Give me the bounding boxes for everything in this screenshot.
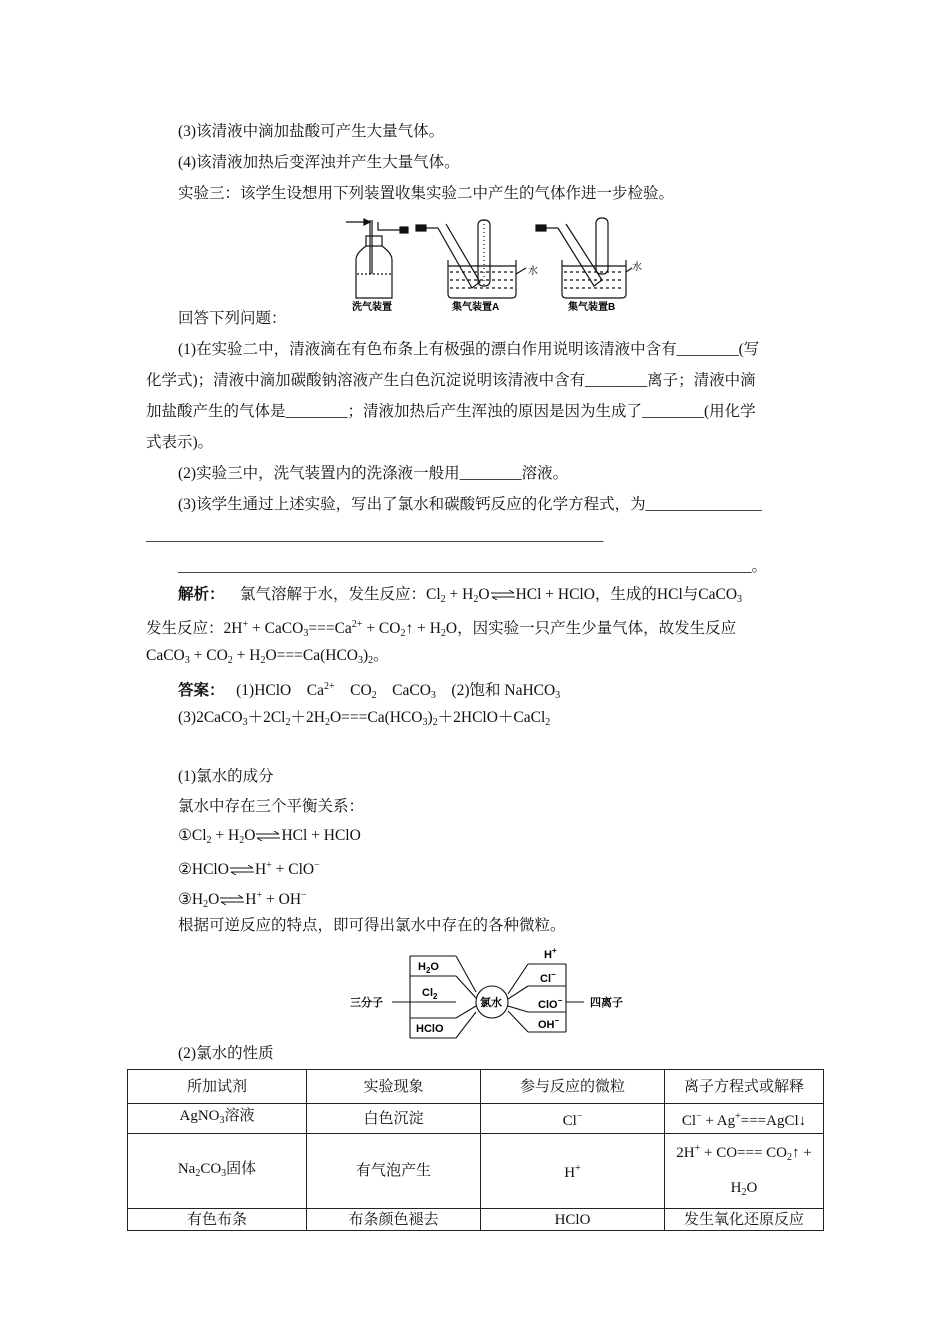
analysis-text: 发生反应：2H bbox=[146, 620, 243, 637]
sub: 3 bbox=[242, 717, 248, 728]
question-3-blank-1: ___________________________________________________________ bbox=[146, 527, 604, 544]
sub: 3 bbox=[422, 717, 428, 728]
text-line-4: (4)该清液加热后变浑浊并产生大量气体。 bbox=[178, 154, 460, 171]
analysis-text: + CaCO bbox=[248, 620, 304, 637]
table-header-row bbox=[128, 1070, 824, 1104]
analysis-label: 解析： bbox=[178, 586, 225, 603]
molecule-h2o: $H_2O$ bbox=[418, 961, 439, 975]
eq-text: H bbox=[254, 861, 267, 878]
cell-particle bbox=[481, 1104, 665, 1134]
analysis-text: + H bbox=[445, 586, 474, 603]
question-2-line: (2)实验三中，洗气装置内的洗涤液一般用________溶液。 bbox=[178, 465, 569, 482]
eq-text: ①Cl bbox=[178, 827, 207, 844]
equilibrium-3 bbox=[178, 886, 307, 915]
answer-text: ＋2Cl bbox=[247, 709, 286, 726]
answer-prompt: 回答下列问题： bbox=[178, 310, 287, 327]
header-equation: 离子方程式或解释 bbox=[665, 1070, 824, 1104]
eq-text: + H bbox=[211, 827, 240, 844]
sup: 2+ bbox=[323, 681, 335, 692]
sub: 2 bbox=[195, 1167, 201, 1179]
analysis-text: 氯气溶解于水，发生反应：Cl bbox=[240, 586, 441, 603]
sub: 3 bbox=[184, 655, 190, 666]
question-1-line-b: 化学式)；清液中滴加碳酸钠溶液产生白色沉淀说明该清液中含有________离子；清液中滴 bbox=[146, 372, 756, 389]
header-reagent: 所加试剂 bbox=[128, 1070, 307, 1104]
analysis-text: O bbox=[478, 586, 490, 603]
analysis-text: ↑ + H bbox=[405, 620, 441, 637]
sup: + bbox=[256, 890, 263, 901]
apparatus-figure bbox=[340, 212, 650, 312]
equilibrium-arrow-icon bbox=[219, 895, 245, 905]
answer-line-2 bbox=[178, 708, 550, 733]
question-1-line-a: (1)在实验二中，清液滴在有色布条上有极强的漂白作用说明该清液中含有________(写 bbox=[178, 341, 760, 358]
table-row bbox=[128, 1209, 824, 1231]
eq-text: + ClO bbox=[271, 861, 315, 878]
analysis-text: O===Ca(HCO bbox=[265, 647, 358, 664]
sup: + bbox=[575, 1163, 581, 1174]
sub: 2 bbox=[368, 655, 374, 666]
sup: − bbox=[696, 1110, 702, 1122]
analysis-text: ) bbox=[363, 647, 369, 664]
sub: 3 bbox=[430, 690, 436, 701]
cell-text: Cl bbox=[562, 1112, 577, 1129]
cell-text: H bbox=[564, 1165, 576, 1181]
ion-cl: Cl− bbox=[540, 970, 556, 985]
four-ions-label: 四离子 bbox=[590, 997, 623, 1009]
chlorine-water-diagram bbox=[348, 946, 638, 1042]
sup: + bbox=[242, 619, 249, 630]
analysis-line-1 bbox=[178, 585, 742, 610]
sub: 2 bbox=[432, 717, 438, 728]
eq-text: ②HClO bbox=[178, 861, 229, 878]
header-phenomenon: 实验现象 bbox=[307, 1070, 481, 1104]
answer-text: ＋2H bbox=[290, 709, 325, 726]
cell-reagent bbox=[128, 1134, 307, 1209]
answer-line-1 bbox=[178, 677, 560, 706]
question-3-line: (3)该学生通过上述实验，写出了氯水和碳酸钙反应的化学方程式，为_______________ bbox=[178, 496, 762, 513]
ion-clo: ClO− bbox=[538, 996, 563, 1011]
wash-bottle-label: 洗气装置 bbox=[352, 302, 392, 312]
sub: 2 bbox=[324, 717, 330, 728]
sub: 2 bbox=[260, 655, 266, 666]
answer-text: (1)HClO Ca bbox=[236, 682, 324, 699]
sub: 2 bbox=[440, 594, 446, 605]
sub: 2 bbox=[473, 594, 479, 605]
analysis-line-3 bbox=[146, 646, 389, 671]
analysis-text: + CO bbox=[189, 647, 228, 664]
properties-title: (2)氯水的性质 bbox=[178, 1045, 274, 1062]
sub: 2 bbox=[787, 1152, 793, 1163]
sub: 2 bbox=[371, 690, 377, 701]
cell-text: + Ag bbox=[701, 1112, 736, 1129]
sub: 2 bbox=[203, 899, 209, 910]
composition-title: (1)氯水的成分 bbox=[178, 768, 274, 785]
sup: + bbox=[266, 860, 272, 871]
sup: − bbox=[314, 860, 320, 871]
sup: + bbox=[694, 1143, 701, 1154]
ion-h: H+ bbox=[544, 946, 557, 961]
cell-equation: 发生氧化还原反应 bbox=[665, 1209, 824, 1231]
answer-label: 答案： bbox=[178, 682, 225, 699]
sub: 3 bbox=[358, 655, 363, 666]
sup: − bbox=[301, 890, 307, 901]
cell-text: Na bbox=[177, 1160, 196, 1177]
sub: 2 bbox=[227, 655, 233, 666]
wash-bottle-icon bbox=[346, 219, 408, 298]
cell-phenomenon: 白色沉淀 bbox=[307, 1104, 481, 1134]
cell-reagent: 有色布条 bbox=[128, 1209, 307, 1231]
eq-text: O bbox=[244, 827, 256, 844]
eq-text: HCl + HClO bbox=[281, 827, 361, 844]
question-1-line-d: 式表示)。 bbox=[146, 434, 214, 451]
molecule-cl2: $Cl_2$ bbox=[422, 987, 438, 1001]
cell-phenomenon: 布条颜色褪去 bbox=[307, 1209, 481, 1231]
equilibrium-1 bbox=[178, 826, 361, 851]
answer-text: (2)饱和 NaHCO bbox=[435, 682, 556, 699]
cell-particle: HClO bbox=[481, 1209, 665, 1231]
water-label-b: 水 bbox=[632, 262, 642, 273]
analysis-text: CaCO bbox=[146, 647, 185, 664]
sub: 3 bbox=[219, 1115, 225, 1126]
text-line-3: (3)该清液中滴加盐酸可产生大量气体。 bbox=[178, 123, 445, 140]
sup: − bbox=[576, 1110, 583, 1122]
experiment-three-line: 实验三：该学生设想用下列装置收集实验二中产生的气体作进一步检验。 bbox=[178, 185, 675, 202]
cell-text: 溶液 bbox=[224, 1108, 255, 1124]
answer-text: CO bbox=[334, 682, 372, 699]
cell-text: ===AgCl↓ bbox=[740, 1112, 807, 1129]
cell-reagent bbox=[128, 1104, 307, 1134]
sub: 2 bbox=[239, 835, 245, 846]
analysis-line-2 bbox=[146, 615, 736, 644]
analysis-text: 。 bbox=[373, 647, 389, 664]
sup: 2+ bbox=[351, 619, 363, 630]
analysis-text: + CO bbox=[362, 620, 401, 637]
cell-equation bbox=[665, 1134, 824, 1209]
molecule-hclo: HClO bbox=[416, 1023, 444, 1035]
sub: 2 bbox=[285, 717, 291, 728]
sub: 2 bbox=[545, 717, 551, 728]
three-molecules-label: 三分子 bbox=[350, 997, 383, 1009]
sub: 2 bbox=[206, 835, 212, 846]
composition-conclusion: 根据可逆反应的特点，即可得出氯水中存在的各种微粒。 bbox=[178, 917, 566, 934]
cell-text: O bbox=[746, 1180, 758, 1196]
chlorine-water-center: 氯水 bbox=[480, 997, 502, 1009]
equilibrium-arrow-icon bbox=[490, 590, 516, 600]
equilibrium-2 bbox=[178, 856, 320, 880]
ion-oh: OH− bbox=[538, 1016, 560, 1031]
question-3-blank-2: __________________________________________________________________________。 bbox=[178, 558, 768, 575]
gas-collector-b-icon bbox=[536, 218, 632, 298]
water-label-a: 水 bbox=[528, 266, 538, 277]
cell-text: AgNO bbox=[179, 1108, 220, 1124]
sub: 3 bbox=[737, 594, 743, 605]
sub: 2 bbox=[741, 1187, 747, 1198]
collector-a-label: 集气装置A bbox=[452, 302, 500, 312]
sup: + bbox=[735, 1110, 741, 1122]
cell-particle bbox=[481, 1134, 665, 1209]
cell-text: H bbox=[730, 1180, 742, 1196]
question-1-line-c: 加盐酸产生的气体是________；清液加热后产生浑浊的原因是因为生成了________(用化学 bbox=[146, 403, 756, 420]
collector-b-label: 集气装置B bbox=[568, 302, 616, 312]
answer-text: ) bbox=[427, 709, 433, 726]
cell-phenomenon: 有气泡产生 bbox=[307, 1134, 481, 1209]
equilibrium-arrow-icon bbox=[229, 865, 255, 875]
analysis-text: HCl + HClO，生成的HCl与CaCO bbox=[515, 586, 738, 603]
equilibrium-arrow-icon bbox=[255, 831, 281, 841]
header-particle: 参与反应的微粒 bbox=[481, 1070, 665, 1104]
eq-text: ③H bbox=[178, 891, 204, 908]
cell-text: Cl bbox=[681, 1112, 697, 1129]
eq-text: O bbox=[208, 891, 220, 908]
cell-text: 2H bbox=[676, 1145, 695, 1161]
answer-text: CaCO bbox=[376, 682, 431, 699]
eq-text: H bbox=[245, 891, 257, 908]
eq-text: + OH bbox=[262, 891, 302, 908]
table-row bbox=[128, 1134, 824, 1209]
sub: 2 bbox=[440, 628, 446, 639]
cell-equation bbox=[665, 1104, 824, 1134]
table-row bbox=[128, 1104, 824, 1134]
sub: 3 bbox=[221, 1167, 227, 1179]
properties-table bbox=[127, 1069, 824, 1231]
analysis-text: O，因实验一只产生少量气体，故发生反应 bbox=[445, 620, 737, 637]
cell-text: CO bbox=[200, 1160, 222, 1177]
cell-text: ↑ + bbox=[792, 1145, 812, 1161]
sub: 3 bbox=[555, 690, 561, 701]
composition-intro: 氯水中存在三个平衡关系： bbox=[178, 798, 365, 815]
gas-collector-a-icon bbox=[416, 220, 526, 298]
answer-text: (3)2CaCO bbox=[178, 709, 243, 726]
analysis-text: ===Ca bbox=[308, 620, 352, 637]
cell-text: + CO=== CO bbox=[700, 1145, 788, 1161]
sub: 2 bbox=[400, 628, 406, 639]
analysis-text: + H bbox=[232, 647, 261, 664]
cell-text: 固体 bbox=[226, 1160, 257, 1177]
answer-text: O===Ca(HCO bbox=[329, 709, 423, 726]
sub: 3 bbox=[303, 628, 309, 639]
answer-text: ＋2HClO＋CaCl bbox=[437, 709, 546, 726]
